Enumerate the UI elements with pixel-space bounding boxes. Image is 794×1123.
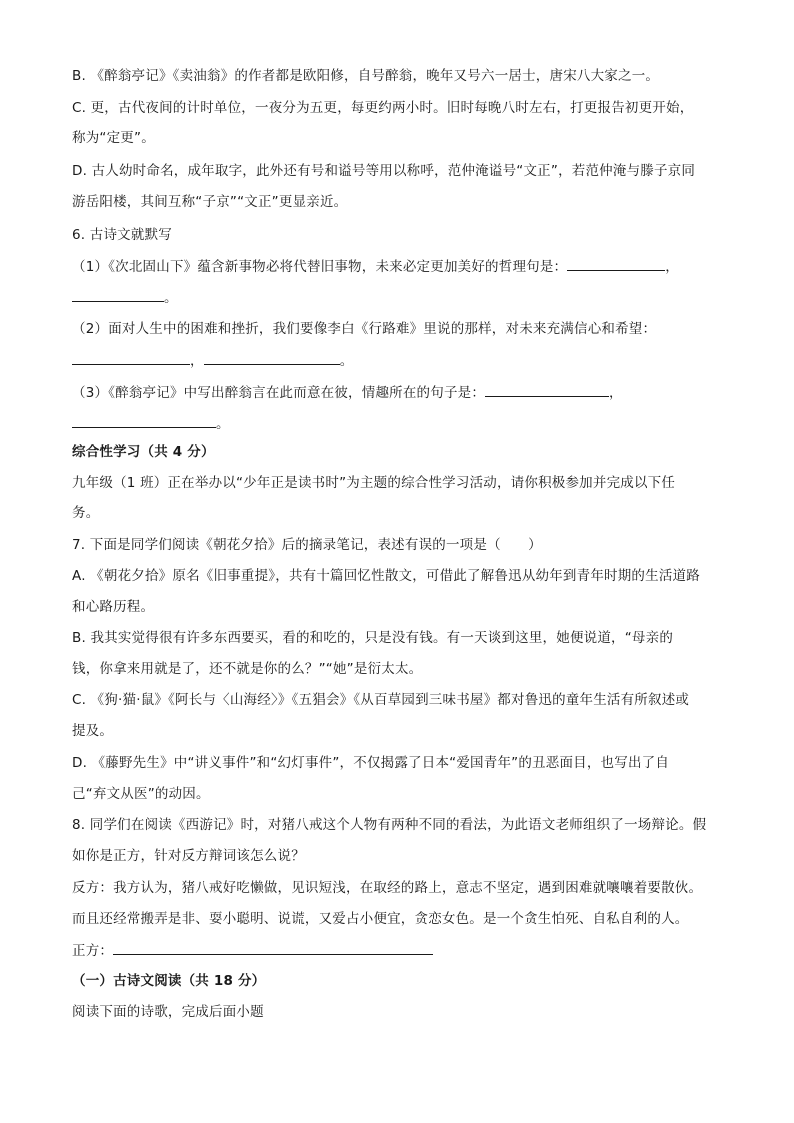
opposing-side-text-cont: 而且还经常搬弄是非、耍小聪明、说谎，又爱占小便宜，贪恋女色。是一个贪生怕死、自私自利的人。 xyxy=(72,911,689,927)
activity-intro: 九年级（1 班）正在举办以“少年正是读书时”为主题的综合性学习活动，请你积极参加并完成以下任 xyxy=(72,475,676,491)
question-7-option-a-cont: 和心路历程。 xyxy=(72,599,155,615)
question-6-1-cont xyxy=(72,287,178,308)
question-7-title: 7. 下面是同学们阅读《朝花夕拾》后的摘录笔记，表述有误的一项是（ ） xyxy=(72,537,542,553)
question-7-option-b: B. 我其实觉得很有许多东西要买，看的和吃的，只是没有钱。有一天谈到这里，她便说道，“母亲的 xyxy=(72,630,674,646)
answer-blank[interactable] xyxy=(72,287,164,302)
option-c-text: C. 更，古代夜间的计时单位，一夜分为五更，每更约两小时。旧时每晚八时左右，打更报告初更开始， xyxy=(72,100,694,116)
punctuation: ， xyxy=(609,385,623,401)
answer-blank[interactable] xyxy=(113,940,433,955)
punctuation: 。 xyxy=(339,353,354,369)
question-7-option-c: C. 《狗·猫·鼠》《阿长与〈山海经〉》《五猖会》《从百草园到三味书屋》都对鲁迅的童年生活有所叙述或 xyxy=(72,692,690,708)
punctuation: 。 xyxy=(216,416,230,432)
option-d-text: D. 古人幼时命名，成年取字，此外还有号和谥号等用以称呼，范仲淹谥号“文正”，若范仲淹与滕子京同 xyxy=(72,163,696,179)
question-8-title: 8. 同学们在阅读《西游记》时，对猪八戒这个人物有两种不同的看法，为此语文老师组织了一场辩论。假 xyxy=(72,817,707,833)
question-7-option-a: A. 《朝花夕拾》原名《旧事重提》，共有十篇回忆性散文，可借此了解鲁迅从幼年到青年时期的生活道路 xyxy=(72,568,700,584)
answer-blank[interactable] xyxy=(72,350,190,365)
section-heading-poetry: （一）古诗文阅读（共 18 分） xyxy=(72,973,266,989)
answer-blank[interactable] xyxy=(485,382,609,397)
question-6-1 xyxy=(72,256,679,277)
section-heading-comprehensive: 综合性学习（共 4 分） xyxy=(72,444,215,460)
question-6-2-answers xyxy=(72,350,353,371)
option-d-text-cont: 游岳阳楼，其间互称“子京”“文正”更显亲近。 xyxy=(72,194,348,210)
affirmative-label: 正方： xyxy=(72,943,114,959)
opposing-side-text: 反方：我方认为，猪八戒好吃懒做，见识短浅，在取经的路上，意志不坚定，遇到困难就嚷嚷着要散伙。 xyxy=(72,880,703,896)
option-b-text: B. 《醉翁亭记》《卖油翁》的作者都是欧阳修，自号醉翁，晚年又号六一居士，唐宋八大家之一。 xyxy=(72,68,660,84)
punctuation: ， xyxy=(190,353,204,369)
question-7-option-c-cont: 提及。 xyxy=(72,723,114,739)
affirmative-side xyxy=(72,940,433,961)
poetry-instruction: 阅读下面的诗歌，完成后面小题 xyxy=(72,1004,264,1020)
punctuation: 。 xyxy=(164,290,178,306)
question-6-3 xyxy=(72,382,623,403)
activity-intro-cont: 务。 xyxy=(72,505,100,521)
punctuation: ， xyxy=(665,259,679,275)
answer-blank[interactable] xyxy=(204,350,340,365)
question-6-3-cont xyxy=(72,413,230,434)
question-6-3-text: （3）《醉翁亭记》中写出醉翁言在此而意在彼，情趣所在的句子是： xyxy=(72,385,486,401)
answer-blank[interactable] xyxy=(72,413,216,428)
answer-blank[interactable] xyxy=(567,256,665,271)
question-7-option-d: D. 《藤野先生》中“讲义事件”和“幻灯事件”，不仅揭露了日本“爱国青年”的丑恶面目，也写出了自 xyxy=(72,755,670,771)
question-8-title-cont: 如你是正方，针对反方辩词该怎么说？ xyxy=(72,848,305,864)
question-6-title: 6. 古诗文就默写 xyxy=(72,227,172,243)
question-6-2: （2）面对人生中的困难和挫折，我们要像李白《行路难》里说的那样，对未来充满信心和希望： xyxy=(72,321,657,337)
option-c-text-cont: 称为“定更”。 xyxy=(72,130,155,146)
question-6-1-text: （1）《次北固山下》蕴含新事物必将代替旧事物，未来必定更加美好的哲理句是： xyxy=(72,259,568,275)
question-7-option-d-cont: 己“弃文从医”的动因。 xyxy=(72,786,210,802)
question-7-option-b-cont: 钱，你拿来用就是了，还不就是你的么？”“她”是衍太太。 xyxy=(72,661,423,677)
